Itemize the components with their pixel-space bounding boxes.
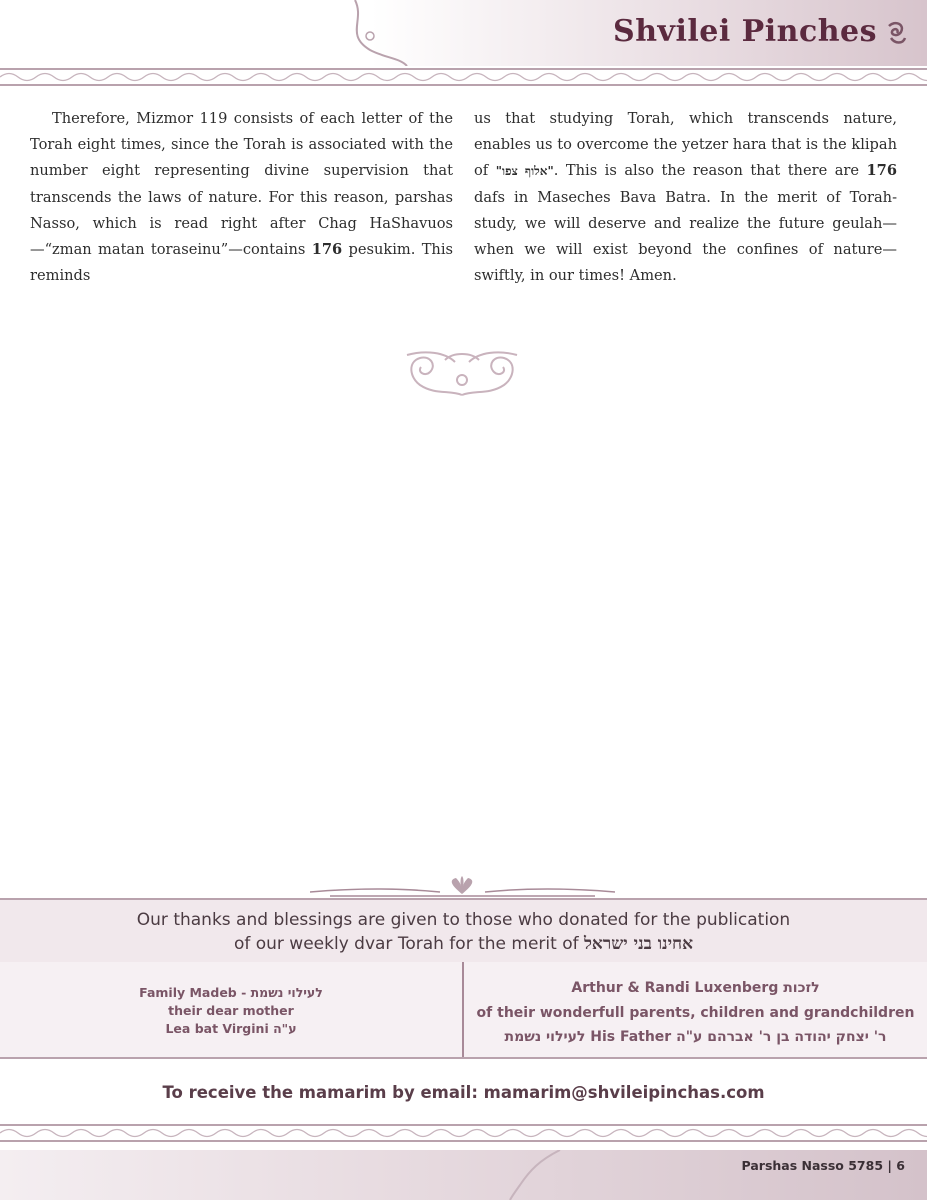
number-highlight: 176 xyxy=(866,162,897,180)
donor-right-line-2: of their wonderfull parents, children and grandchildren xyxy=(476,1004,915,1021)
paragraph-right: us that studying Torah, which transcends nature, enables us to overcome the yetzer hara that is the klipah of "אלוף צפו". This is also the reason that there are 176 dafs in Maseches Bava Batra. In the merit of Torah-study, we will deserve and realize the future geulah—when we will exist beyond the confines of nature—swiftly, in our times! Amen. xyxy=(474,110,897,285)
hebrew-quote: "אלוף צפו" xyxy=(495,164,554,179)
body-column-right xyxy=(474,106,897,289)
email-subscription-line: To receive the mamarim by email: mamarim@shvileipinchas.com xyxy=(162,1083,765,1102)
decorative-border-bottom xyxy=(0,1124,927,1142)
thanks-line-2: of our weekly dvar Torah for the merit of אחינו בני ישראל xyxy=(233,934,694,954)
thanks-line-1: Our thanks and blessings are given to those who donated for the publication xyxy=(136,910,791,930)
center-ornament-icon xyxy=(405,350,520,400)
page-header xyxy=(0,0,927,66)
thanks-hebrew: אחינו בני ישראל xyxy=(583,934,694,954)
header-swirl-icon xyxy=(345,0,425,66)
donor-right-line-3: לעילוי נשמת His Father ר' יצחק יהודה בן ר' אברהם ע"ה xyxy=(504,1029,887,1045)
donor-right-line-1: Arthur & Randi Luxenberg לזכות xyxy=(571,980,820,996)
donor-left-line-3: Lea bat Virgini ע"ה xyxy=(165,1021,297,1036)
donor-left xyxy=(0,984,462,1038)
panel-top-ornament-icon xyxy=(310,876,615,900)
donor-left-line-2: their dear mother xyxy=(168,1003,294,1018)
decorative-border-top xyxy=(0,68,927,86)
donor-left-line-1: Family Madeb - לעילוי נשמת xyxy=(139,985,323,1000)
body-column-left xyxy=(30,106,453,289)
brand-title: Shvilei Pinches xyxy=(613,14,877,49)
footer-swirl-icon xyxy=(500,1150,570,1200)
thanks-panel xyxy=(0,898,927,964)
donor-right xyxy=(464,976,927,1050)
paragraph-left: Therefore, Mizmor 119 consists of each letter of the Torah eight times, since the Torah is associated with the number eight representing divine supervision that transcends the laws of nature. For this reason, parshas Nasso, which is read right after Chag HaShavuos—“zman matan toraseinu”—contains 176 pesukim. This reminds xyxy=(30,110,453,285)
brand-mark-icon xyxy=(885,20,907,46)
number-highlight: 176 xyxy=(311,241,343,259)
donors-panel xyxy=(0,962,927,1059)
page-label: Parshas Nasso 5785 | 6 xyxy=(741,1158,905,1173)
